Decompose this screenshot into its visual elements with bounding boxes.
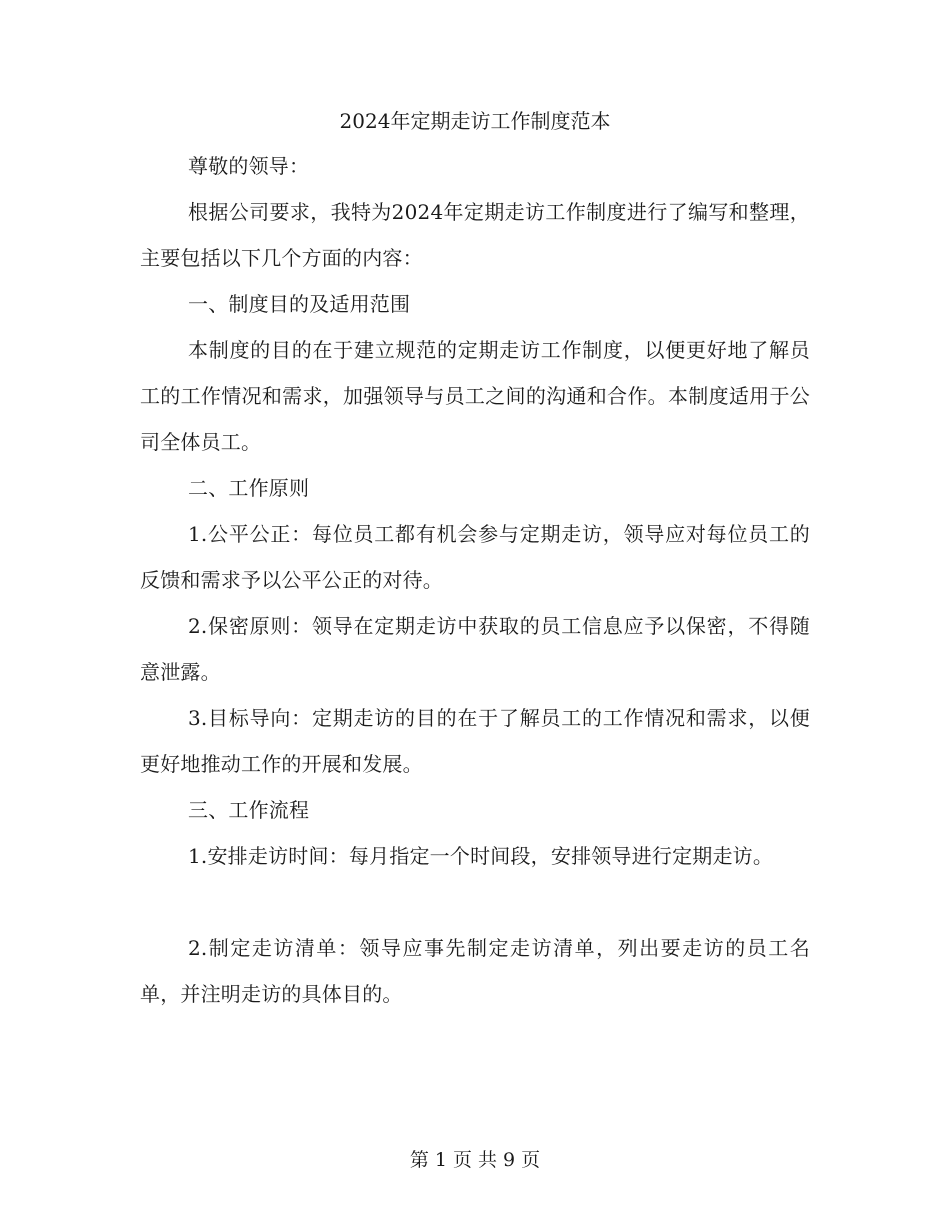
salutation: 尊敬的领导：	[188, 154, 310, 178]
section-heading-3: 三、工作流程	[188, 798, 310, 822]
page-footer: 第 1 页 共 9 页	[409, 1149, 541, 1171]
section-heading-2: 二、工作原则	[188, 476, 310, 500]
principle-item-2: 2.保密原则：领导在定期走访中获取的员工信息应予以保密，不得随意泄露。	[140, 614, 810, 684]
principle-item-1: 1.公平公正：每位员工都有机会参与定期走访，领导应对每位员工的反馈和需求予以公平公正的对待。	[140, 522, 810, 592]
process-item-1: 1.安排走访时间：每月指定一个时间段，安排领导进行定期走访。	[188, 844, 774, 868]
principle-item-3: 3.目标导向：定期走访的目的在于了解员工的工作情况和需求，以便更好地推动工作的开展和发展。	[140, 706, 810, 776]
section-1-paragraph: 本制度的目的在于建立规范的定期走访工作制度，以便更好地了解员工的工作情况和需求，加强领导与员工之间的沟通和合作。本制度适用于公司全体员工。	[140, 338, 810, 454]
process-item-2: 2.制定走访清单：领导应事先制定走访清单，列出要走访的员工名单，并注明走访的具体目的。	[140, 936, 810, 1006]
document-title: 2024年定期走访工作制度范本	[339, 109, 611, 133]
section-heading-1: 一、制度目的及适用范围	[188, 292, 411, 316]
intro-paragraph: 根据公司要求，我特为2024年定期走访工作制度进行了编写和整理，主要包括以下几个方面的内容：	[140, 200, 810, 270]
